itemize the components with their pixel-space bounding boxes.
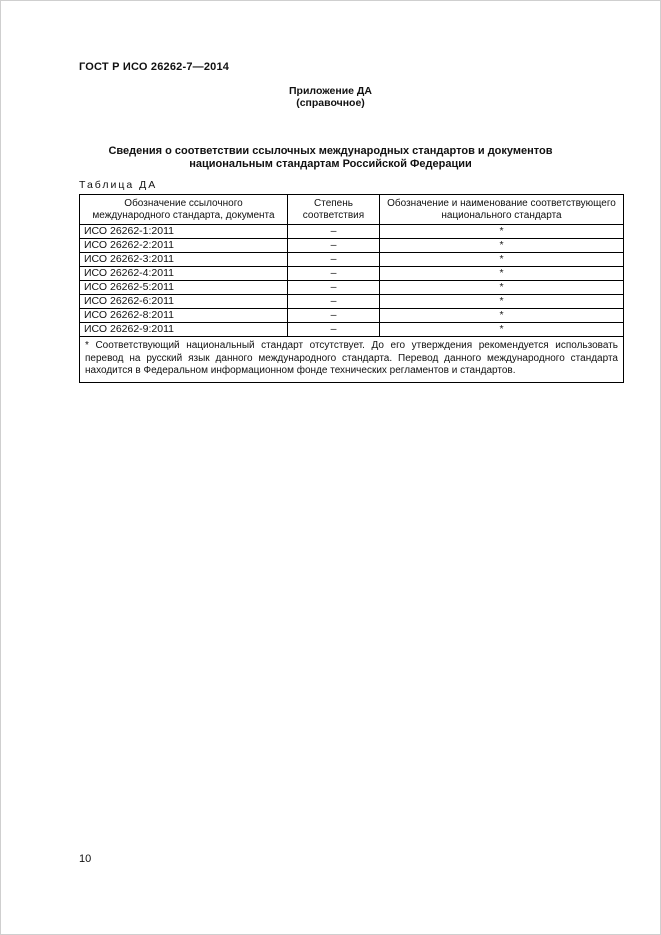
table-cell-designation: *: [380, 267, 624, 281]
col-header-standard: Обозначение ссылочного международного стандарта, документа: [80, 195, 288, 225]
table-cell-degree: –: [288, 225, 380, 239]
page-number: 10: [79, 853, 92, 865]
table-row: [80, 225, 624, 239]
appendix-heading: [1, 85, 660, 109]
standards-table-body: [80, 225, 624, 337]
table-row: [80, 267, 624, 281]
table-cell-degree: –: [288, 267, 380, 281]
table-cell-standard: ИСО 26262-6:2011: [80, 295, 288, 309]
section-title: [1, 145, 660, 171]
table-cell-degree: –: [288, 295, 380, 309]
table-cell-designation: *: [380, 309, 624, 323]
table-cell-designation: *: [380, 323, 624, 337]
section-title-text: Сведения о соответствии ссылочных международных стандартов и документов национальным стандартам Российской Федерации: [108, 145, 553, 170]
table-row: [80, 239, 624, 253]
table-cell-designation: *: [380, 295, 624, 309]
table-cell-designation: *: [380, 253, 624, 267]
standards-table: [79, 194, 624, 383]
table-row: [80, 281, 624, 295]
table-footnote: * Соответствующий национальный стандарт отсутствует. До его утверждения рекомендуется использовать перевод на русский язык данного международного стандарта. Перевод данного международного стандарта находится в Федеральном информационном фонде технических регламентов и стандартов.: [80, 337, 624, 383]
table-cell-standard: ИСО 26262-8:2011: [80, 309, 288, 323]
table-cell-designation: *: [380, 225, 624, 239]
table-cell-standard: ИСО 26262-9:2011: [80, 323, 288, 337]
col-header-degree: Степень соответствия: [288, 195, 380, 225]
table-row: [80, 323, 624, 337]
table-cell-degree: –: [288, 253, 380, 267]
table-cell-degree: –: [288, 281, 380, 295]
table-cell-standard: ИСО 26262-3:2011: [80, 253, 288, 267]
table-row: [80, 295, 624, 309]
table-cell-degree: –: [288, 323, 380, 337]
table-cell-designation: *: [380, 239, 624, 253]
table-cell-designation: *: [380, 281, 624, 295]
table-cell-standard: ИСО 26262-4:2011: [80, 267, 288, 281]
footnote-row: [80, 337, 624, 383]
table-cell-standard: ИСО 26262-2:2011: [80, 239, 288, 253]
table-header-row: [80, 195, 624, 225]
col-header-designation: Обозначение и наименование соответствующего национального стандарта: [380, 195, 624, 225]
table-cell-standard: ИСО 26262-5:2011: [80, 281, 288, 295]
appendix-subtitle: (справочное): [296, 97, 365, 109]
table-cell-degree: –: [288, 309, 380, 323]
table-row: [80, 253, 624, 267]
document-header: ГОСТ Р ИСО 26262-7—2014: [79, 61, 230, 73]
table-row: [80, 309, 624, 323]
table-cell-degree: –: [288, 239, 380, 253]
table-label: Таблица ДА: [79, 179, 158, 191]
table-cell-standard: ИСО 26262-1:2011: [80, 225, 288, 239]
appendix-title: Приложение ДА: [289, 85, 372, 97]
